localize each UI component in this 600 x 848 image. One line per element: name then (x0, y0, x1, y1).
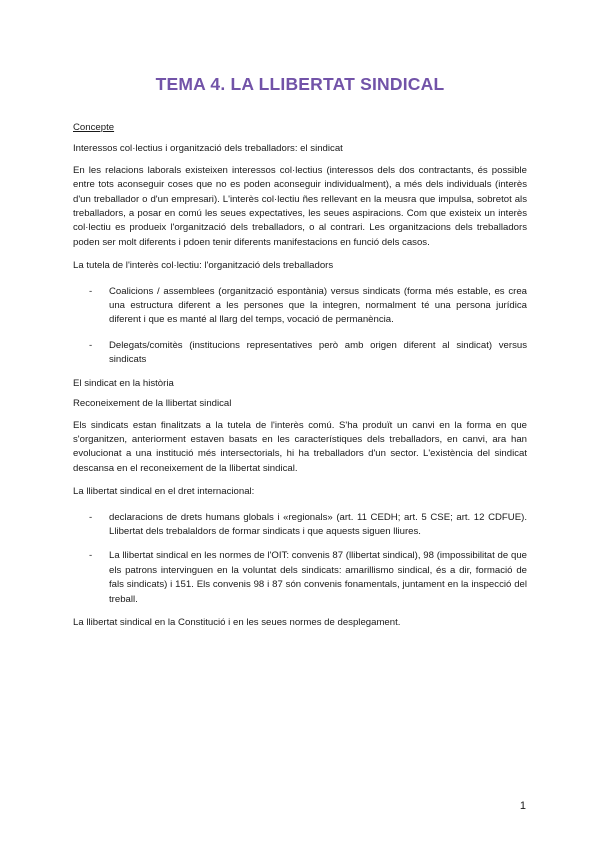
subheading-reconeixement: Reconeixement de la llibertat sindical (73, 398, 232, 410)
list-item-text: Delegats/comitès (institucions representatives però amb origen diferent al sindicat) versus sindicats (109, 339, 527, 366)
bullet-marker: - (89, 339, 93, 351)
document-body (73, 121, 527, 630)
subheading-tutela: La tutela de l'interès col·lectiu: l'organització dels treballadors (73, 260, 334, 272)
bullet-marker: - (89, 285, 93, 297)
list-item (73, 339, 527, 368)
paragraph-relacions-laborals: En les relacions laborals existeixen interessos col·lectius (interessos dels dos contractants, és possible entre tots aconseguir coses que no es poden aconseguir individualment), a més dels individuals (interès d'un treballador o d'un empresari). L'interès col·lectiu ñes rellevant en la meusra que impulsa, sobretot als treballadors, a posar en comú les seues expectatives, les seues aspiracions. Com que existeix un interès col·lectiu es produeix l'organització dels treballadors, o al contrari. Les organitzacions dels treballadors poden ser molt diferents i pdoen tenir diferents manifestacions en funció dels casos. (73, 164, 527, 248)
section-heading-concepte: Concepte (73, 122, 115, 133)
bullet-list-dret-internacional (73, 511, 527, 607)
subheading-interessos: Interessos col·lectius i organització dels treballadors: el sindicat (73, 143, 343, 155)
subheading-dret-internacional: La llibertat sindical en el dret internacional: (73, 486, 255, 498)
list-item (73, 285, 527, 328)
bullet-marker: - (89, 550, 93, 562)
list-item-text: declaracions de drets humans globals i «regionals» (art. 11 CEDH; art. 5 CSE; art. 12 CDFUE). Llibertat dels trebalaldors de formar sindicats i que aquests siguen lliures. (109, 511, 527, 537)
bullet-list-organitzacio (73, 285, 527, 368)
subheading-constitucio: La llibertat sindical en la Constitució i en les seues normes de desplegament. (73, 616, 401, 628)
list-item (73, 549, 527, 607)
paragraph-sindicats: Els sindicats estan finalitzats a la tutela de l'interès comú. S'ha produït un canvi en la forma en que s'organitzen, anteriorment estaven basats en les característiques dels treballadors, en canvi, ara han evolucionat a una institució més intersectorials, hi ha treballadors d'un sector. L'existència del sindicat descansa en el reconeixement de la llibertat sindical. (73, 419, 527, 474)
page-number: 1 (519, 800, 526, 812)
list-item-text: La llibertat sindical en les normes de l'OIT: convenis 87 (llibertat sindical), 98 (impossibilitat de que els patrons intervinguen en la voluntat dels sindicats: amarillismo sindical, és a dir, formació de fals sindicats) i 151. Els convenis 98 i 87 són convenis fonamentals, juntament en la inspecció del treball. (109, 550, 527, 605)
list-item (73, 511, 527, 540)
list-item-text: Coalicions / assemblees (organització espontània) versus sindicats (forma més estable, es crea una estructura diferent a les persones que la integren, normalment té una persona jurídica diferent i que es manté al llarg del temps, vocació de permanència. (109, 285, 527, 326)
document-title: TEMA 4. LA LLIBERTAT SINDICAL (155, 74, 445, 94)
subheading-historia: El sindicat en la història (73, 377, 174, 389)
bullet-marker: - (89, 511, 93, 523)
